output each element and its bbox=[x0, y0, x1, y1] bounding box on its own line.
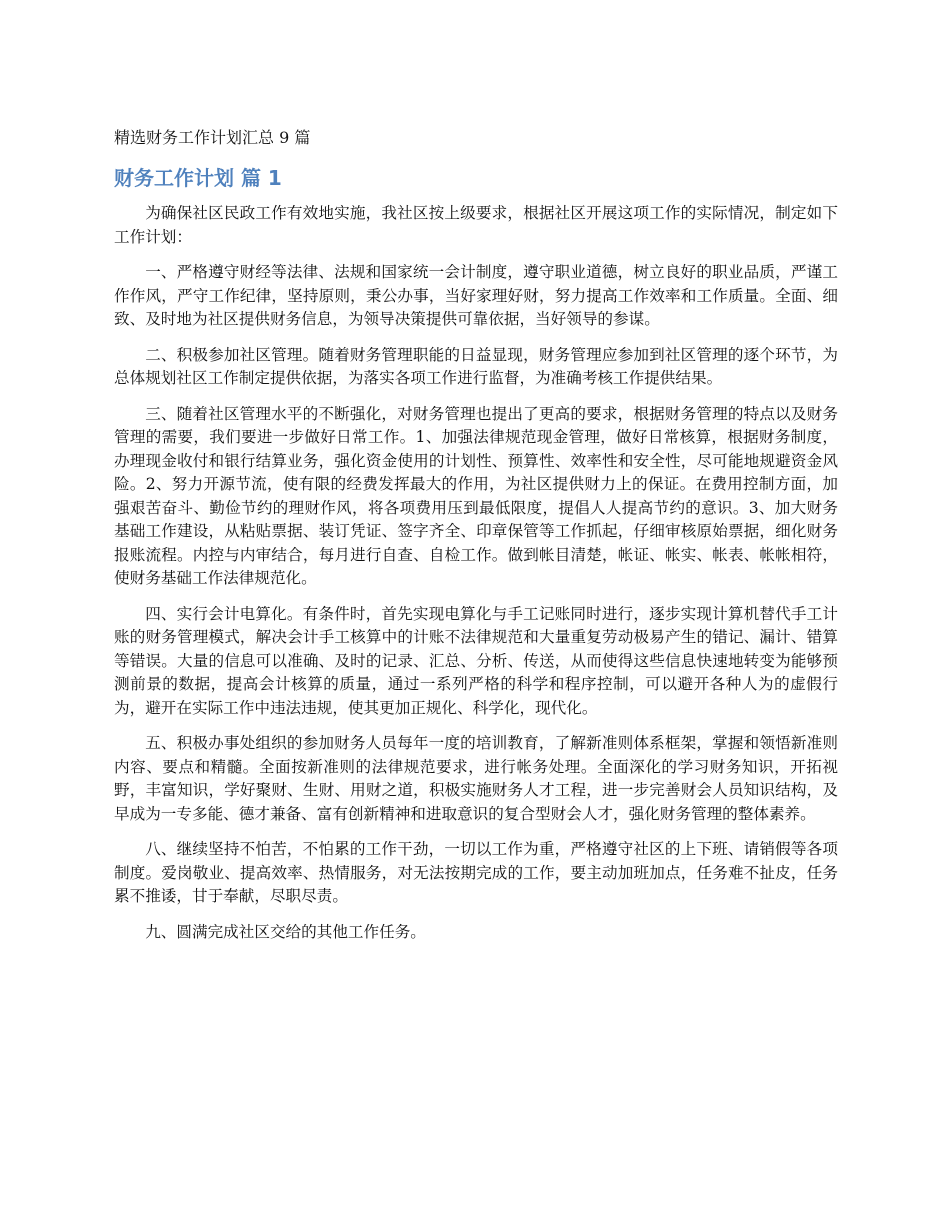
paragraph-item-5: 五、积极办事处组织的参加财务人员每年一度的培训教育，了解新准则体系框架，掌握和领悟新准则内容、要点和精髓。全面按新准则的法律规范要求，进行帐务处理。全面深化的学习财务知识，开拓视野，丰富知识，学好聚财、生财、用财之道，积极实施财务人才工程，进一步完善财会人员知识结构，及早成为一专多能、德才兼备、富有创新精神和进取意识的复合型财会人才，强化财务管理的整体素养。 bbox=[114, 734, 838, 823]
paragraph-item-1: 一、严格遵守财经等法律、法规和国家统一会计制度，遵守职业道德，树立良好的职业品质，严谨工作作风，严守工作纪律，坚持原则，秉公办事，当好家理好财，努力提高工作效率和工作质量。全面、细致、及时地为社区提供财务信息，为领导决策提供可靠依据，当好领导的参谋。 bbox=[114, 263, 838, 328]
paragraph-item-8: 八、继续坚持不怕苦，不怕累的工作干劲，一切以工作为重，严格遵守社区的上下班、请销假等各项制度。爱岗敬业、提高效率、热情服务，对无法按期完成的工作，要主动加班加点，任务难不扯皮，任务累不推诿，甘于奉献，尽职尽责。 bbox=[114, 840, 838, 905]
document-body bbox=[114, 202, 838, 956]
paragraph-item-9: 九、圆满完成社区交给的其他工作任务。 bbox=[145, 922, 426, 941]
section-heading: 财务工作计划 篇 1 bbox=[114, 166, 282, 190]
paragraph-item-4: 四、实行会计电算化。有条件时，首先实现电算化与手工记账同时进行，逐步实现计算机替代手工计账的财务管理模式，解决会计手工核算中的计账不法律规范和大量重复劳动极易产生的错记、漏计、错算等错误。大量的信息可以准确、及时的记录、汇总、分析、传送，从而使得这些信息快速地转变为能够预测前景的数据，提高会计核算的质量，通过一系列严格的科学和程序控制，可以避开各种人为的虚假行为，避开在实际工作中违法违规，使其更加正规化、科学化，现代化。 bbox=[114, 604, 838, 717]
paragraph-item-2: 二、积极参加社区管理。随着财务管理职能的日益显现，财务管理应参加到社区管理的逐个环节，为总体规划社区工作制定提供依据，为落实各项工作进行监督，为准确考核工作提供结果。 bbox=[114, 345, 838, 387]
paragraph-intro: 为确保社区民政工作有效地实施，我社区按上级要求，根据社区开展这项工作的实际情况，制定如下工作计划： bbox=[114, 204, 838, 246]
paragraph-item-3: 三、随着社区管理水平的不断强化，对财务管理也提出了更高的要求，根据财务管理的特点以及财务管理的需要，我们要进一步做好日常工作。1、加强法律规范现金管理，做好日常核算，根据财务制度，办理现金收付和银行结算业务，强化资金使用的计划性、预算性、效率性和安全性，尽可能地规避资金风险。2、努力开源节流，使有限的经费发挥最大的作用，为社区提供财力上的保证。在费用控制方面，加强艰苦奋斗、勤俭节约的理财作风，将各项费用压到最低限度，提倡人人提高节约的意识。3、加大财务基础工作建设，从粘贴票据、装订凭证、签字齐全、印章保管等工作抓起，仔细审核原始票据，细化财务报账流程。内控与内审结合，每月进行自查、自检工作。做到帐目清楚，帐证、帐实、帐表、帐帐相符，使财务基础工作法律规范化。 bbox=[114, 404, 838, 587]
document-title: 精选财务工作计划汇总 9 篇 bbox=[114, 128, 311, 147]
